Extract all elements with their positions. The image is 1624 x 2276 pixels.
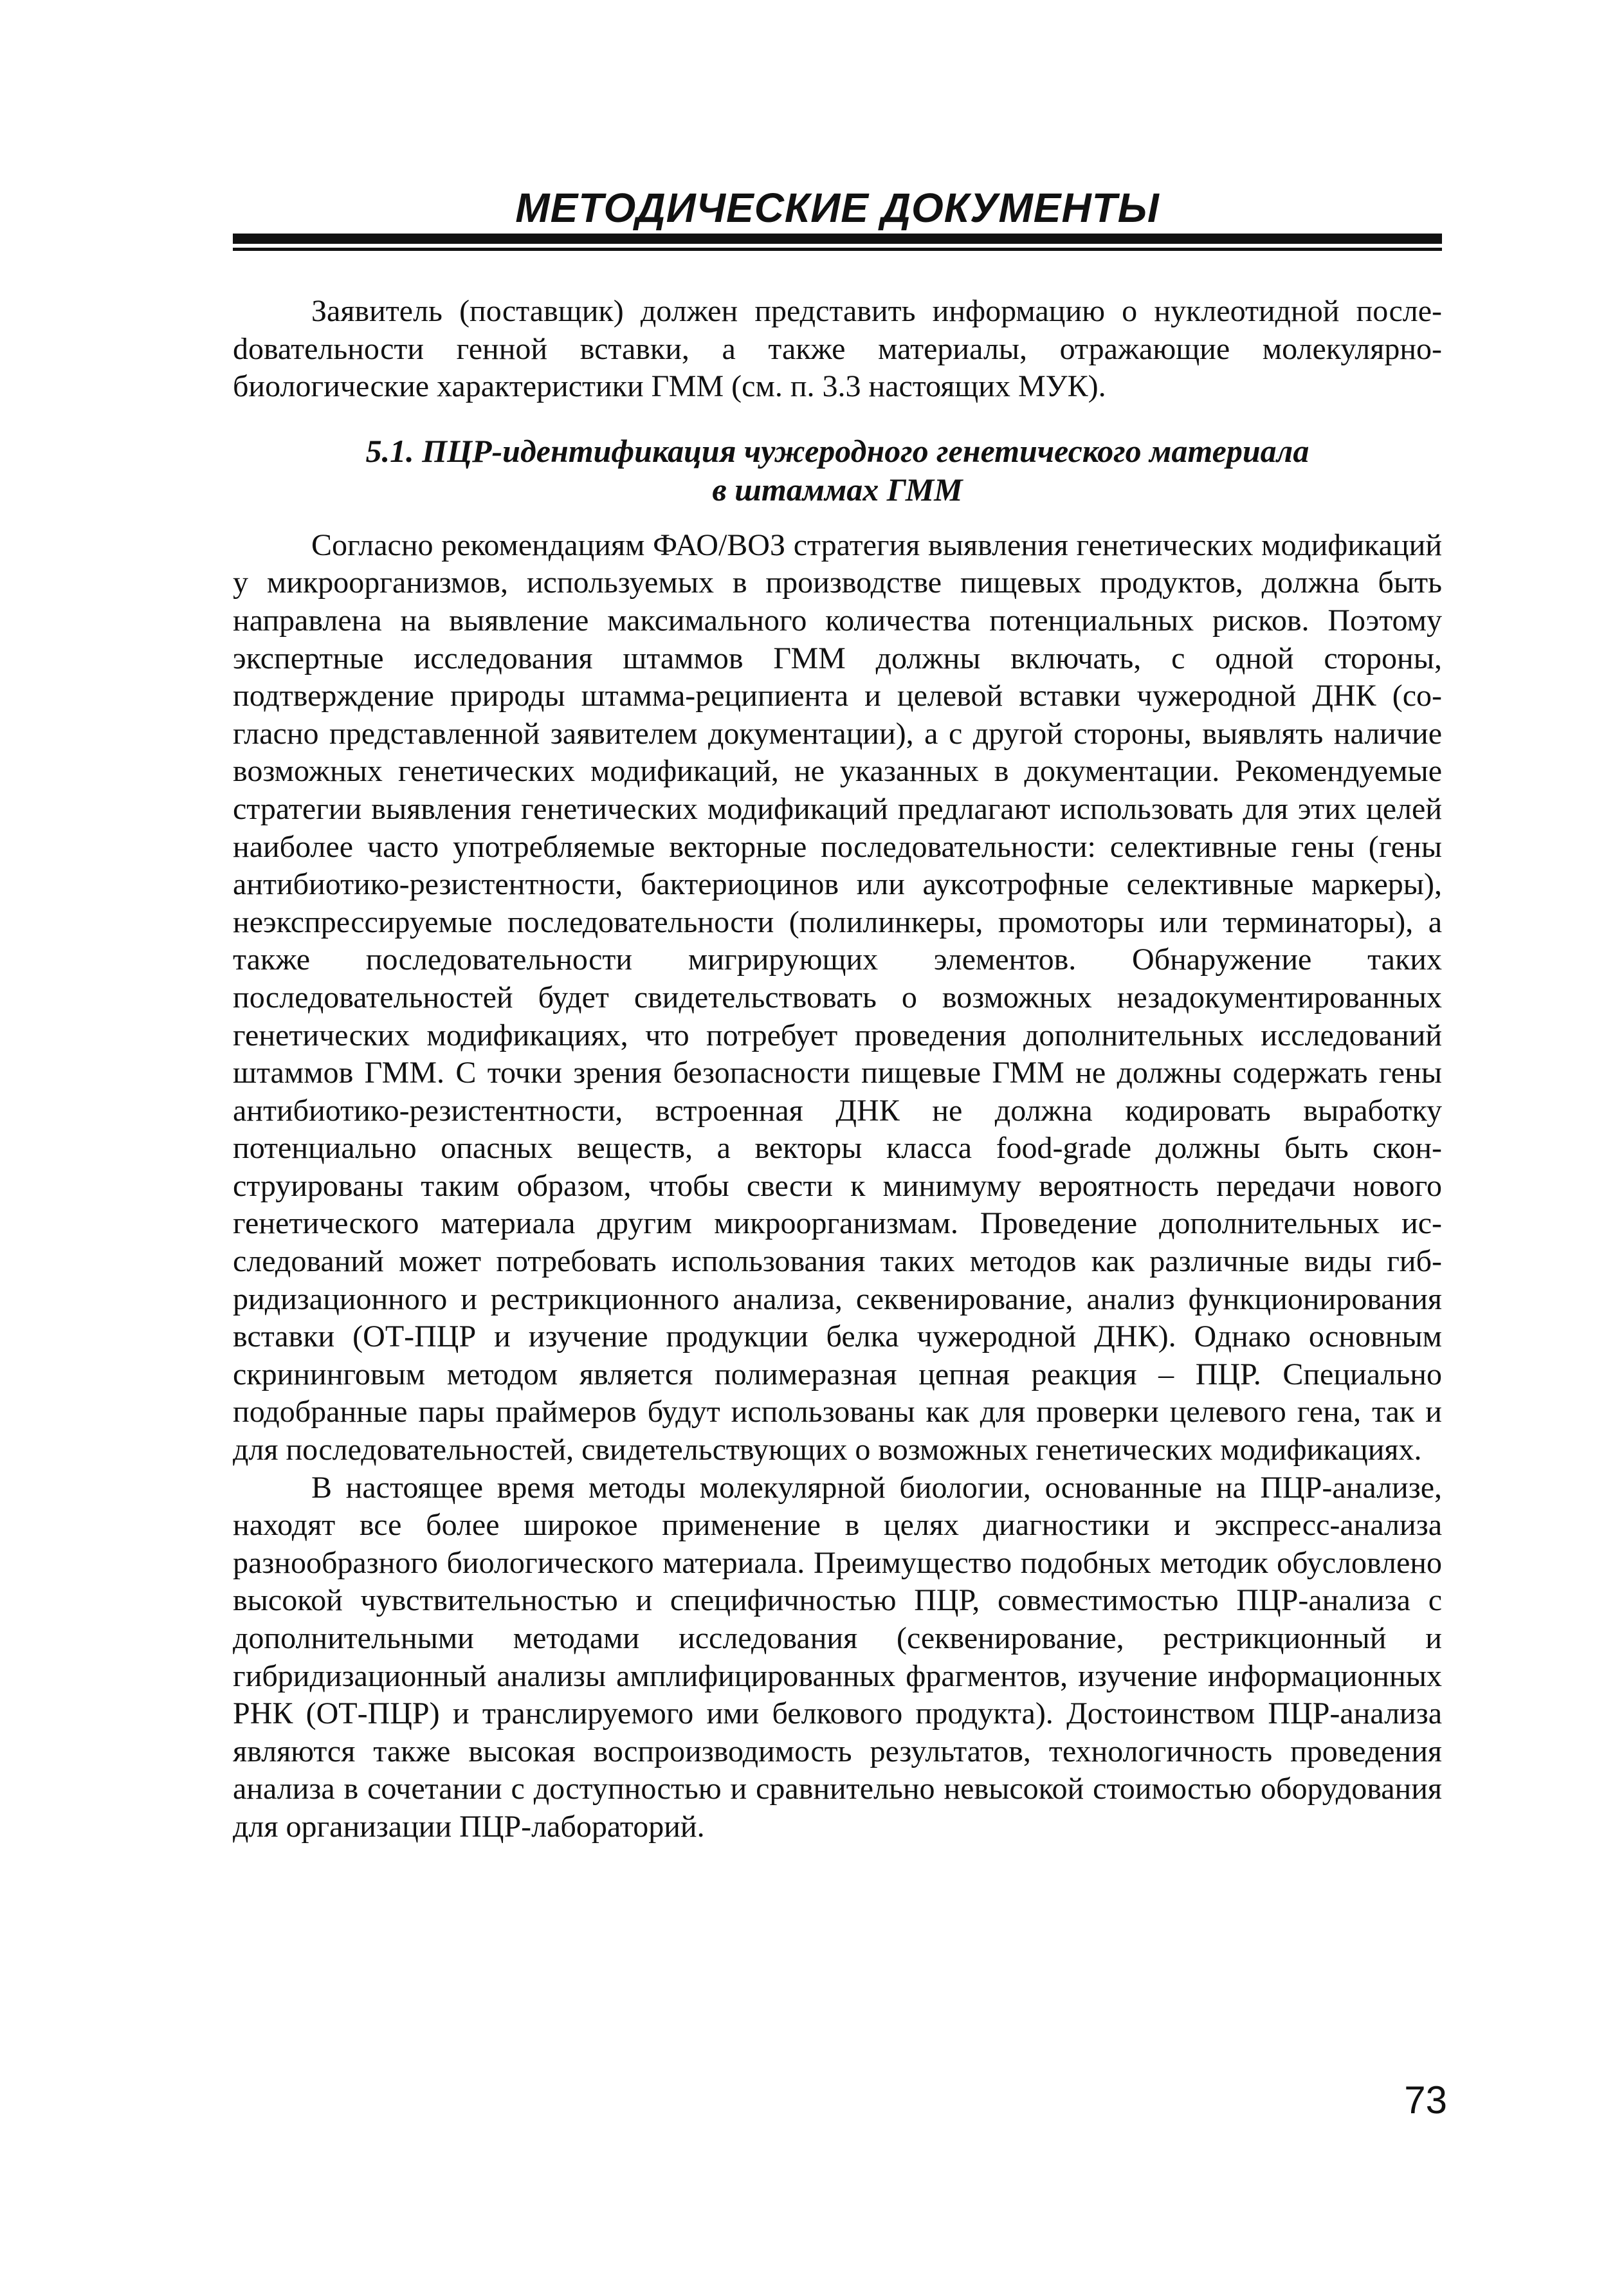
header-rule-thin — [233, 248, 1442, 251]
body-paragraph-2: В настоящее время методы молекулярной биологии, основанные на ПЦР-анализе, находят все более широкое применение в целях диагностики и экспресс-анализа разнообразного биологического материала. Преимущество подобных методик обусловлено высокой чувствительностью и специфичностью ПЦР, совместимостью ПЦР-анализа с дополнительными методами исследования (секвенирование, рестрикционный и гибридизационный анализы амплифицированных фрагментов, изучение информационных РНК (ОТ-ПЦР) и транслируемого ими белкового продукта). Достоинством ПЦР-анализа являются также высокая воспроизводимость результатов, технологичность проведения анализа в сочетании с доступностью и сравнительно невысокой стоимостью оборудования для организации ПЦР-лабораторий. — [233, 1470, 1442, 1844]
body-paragraph-1: Согласно рекомендациям ФАО/ВОЗ стратегия выявления генетических модификаций у микроорганизмов, используемых в производстве пищевых продуктов, должна быть направлена на выявление максимального количества потенциальных рисков. Поэтому экспертные исследования штаммов ГММ должны включать, с одной стороны, подтверждение природы штамма-реципиента и целевой вставки чужеродной ДНК (согласно представленной заявителем документации), а с другой стороны, выявлять наличие возможных генетических модификаций, не указанных в документации. Рекомендуемые стратегии выявления генетических модификаций предлагают использовать для этих целей наиболее часто употребляемые векторные последовательности: селективные гены (гены антибиотико-резистентности, бактериоцинов или ауксотрофные селективные маркеры), неэкспрессируемые последовательности (полилинкеры, промоторы или терминаторы), а также последовательности мигрирующих элементов. Обнаружение таких последовательностей будет свидетельствовать о возможных незадокументированных генетических модификациях, что потребует проведения дополнительных исследований штаммов ГММ. С точки зрения безопасности пищевые ГММ не должны содержать гены антибиотико-резистентности, встроенная ДНК не должна кодировать выработку потенциально опасных веществ, а векторы класса food-grade должны быть сконструированы таким образом, чтобы свести к минимуму вероятность передачи нового генетического материала другим микроорганизмам. Проведение дополнительных исследований может потребовать использования таких методов как различные виды гибридизационного и рестрикционного анализа, секвенирование, анализ функционирования вставки (ОТ-ПЦР и изучение продукции белка чужеродной ДНК). Однако основным скрининговым методом является полимеразная цепная реакция – ПЦР. Специально подобранные пары праймеров будут использованы как для проверки целевого гена, так и для последовательностей, свидетельствующих о возможных генетических модификациях. — [233, 528, 1442, 1467]
running-header-title: МЕТОДИЧЕСКИЕ ДОКУМЕНТЫ — [515, 185, 1160, 231]
section-heading — [233, 432, 1442, 509]
section-heading-line-1: 5.1. ПЦР-идентификация чужеродного генетического материала — [365, 432, 1309, 469]
page-body — [233, 293, 1442, 1846]
header-rule-thick — [233, 234, 1442, 244]
section-heading-line-2: в штаммах ГММ — [712, 471, 963, 508]
page-number: 73 — [1404, 2079, 1447, 2122]
intro-paragraph: Заявитель (поставщик) должен представить информацию о нуклеотидной послеdовательности генной вставки, а также материалы, отражающие молекулярно-биологические характеристики ГММ (см. п. 3.3 настоящих МУК). — [233, 294, 1442, 404]
